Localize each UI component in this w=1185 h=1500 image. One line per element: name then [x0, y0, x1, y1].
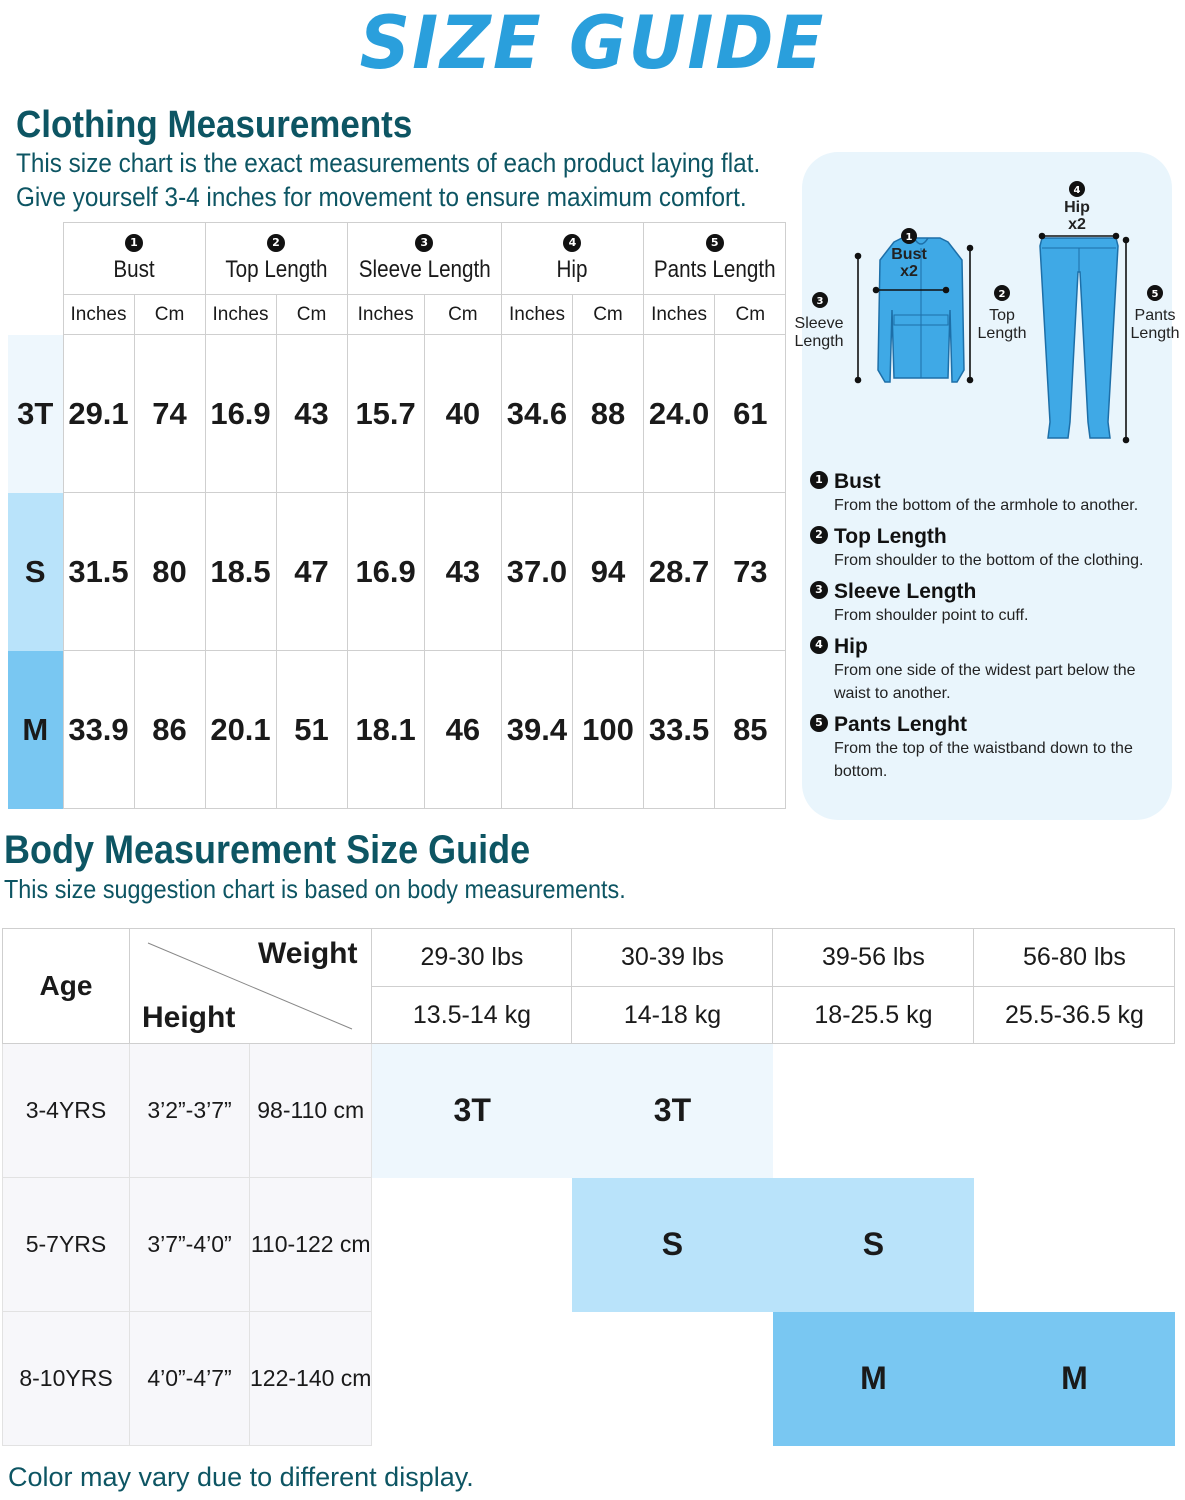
bust-label: Bust [891, 246, 927, 263]
clothing-desc-line1: This size chart is the exact measurements of each product laying flat. [16, 148, 761, 178]
table-row [3, 1178, 1175, 1312]
marker-1: 1 [905, 232, 913, 243]
value-cell: 88 [572, 335, 643, 493]
legend-item-top-length [810, 525, 1170, 572]
value-cell: 15.7 [347, 335, 424, 493]
sleeve-label-1: Sleeve [794, 315, 844, 332]
size-fill-cell: M [773, 1312, 974, 1446]
legend-title: Hip [834, 635, 868, 658]
column-pants-length [643, 223, 785, 295]
value-cell: 16.9 [347, 493, 424, 651]
value-cell: 86 [134, 651, 205, 809]
weight-lbs-cell: 30-39 lbs [572, 929, 773, 987]
column-sleeve-length [347, 223, 501, 295]
legend-desc: From shoulder to the bottom of the clothing. [834, 552, 1144, 569]
number-badge: 3 [415, 234, 433, 252]
weight-kg-cell: 18-25.5 kg [773, 987, 974, 1044]
size-label: S [8, 493, 63, 651]
unit-cm: Cm [424, 295, 501, 335]
value-cell: 40 [424, 335, 501, 493]
value-cell: 39.4 [501, 651, 572, 809]
size-fill-cell [773, 1044, 974, 1178]
legend-item-sleeve-length [810, 580, 1170, 627]
weight-height-header [130, 929, 372, 1044]
value-cell: 34.6 [501, 335, 572, 493]
age-cell: 8-10YRS [3, 1312, 130, 1446]
measurement-legend [810, 470, 1170, 791]
number-badge: 2 [810, 526, 828, 544]
body-desc: This size suggestion chart is based on body measurements. [4, 874, 626, 904]
column-hip [501, 223, 643, 295]
legend-title: Bust [834, 470, 881, 493]
size-fill-cell [974, 1044, 1175, 1178]
column-label: Top Length [224, 255, 328, 283]
number-badge: 1 [810, 471, 828, 489]
sleeve-label-2: Length [794, 333, 844, 350]
legend-desc: From shoulder point to cuff. [834, 607, 1029, 624]
number-badge: 4 [810, 636, 828, 654]
size-fill-cell: S [773, 1178, 974, 1312]
size-fill-cell [974, 1178, 1175, 1312]
value-cell: 28.7 [643, 493, 714, 651]
clothing-unit-row [8, 295, 786, 335]
pants-label-1: Pants [1134, 307, 1176, 324]
number-badge: 4 [563, 234, 581, 252]
unit-inches: Inches [205, 295, 276, 335]
unit-cm: Cm [715, 295, 786, 335]
height-ft-cell: 4’0”-4’7” [130, 1312, 250, 1446]
height-cm-cell: 110-122 cm [250, 1178, 372, 1312]
size-fill-cell: 3T [572, 1044, 773, 1178]
height-label: Height [142, 1001, 236, 1034]
weight-lbs-cell: 56-80 lbs [974, 929, 1175, 987]
column-bust [63, 223, 205, 295]
value-cell: 85 [715, 651, 786, 809]
value-cell: 74 [134, 335, 205, 493]
number-badge: 5 [706, 234, 724, 252]
value-cell: 80 [134, 493, 205, 651]
value-cell: 31.5 [63, 493, 134, 651]
number-badge: 1 [125, 234, 143, 252]
legend-item-pants-length [810, 713, 1170, 783]
unit-inches: Inches [643, 295, 714, 335]
page-title: SIZE GUIDE [359, 0, 826, 87]
marker-5: 5 [1151, 289, 1159, 300]
legend-item-hip [810, 635, 1170, 705]
size-fill-cell: M [974, 1312, 1175, 1446]
clothing-heading: Clothing Measurements [16, 104, 413, 146]
height-cm-cell: 122-140 cm [250, 1312, 372, 1446]
column-top-length [205, 223, 347, 295]
top-label-1: Top [989, 307, 1015, 324]
marker-3: 3 [816, 296, 824, 307]
table-row [8, 335, 786, 493]
marker-2: 2 [998, 289, 1006, 300]
number-badge: 5 [810, 714, 828, 732]
legend-desc: From the bottom of the armhole to another. [834, 497, 1139, 514]
weight-kg-cell: 13.5-14 kg [372, 987, 572, 1044]
bust-mult: x2 [900, 263, 918, 280]
value-cell: 37.0 [501, 493, 572, 651]
table-row [8, 493, 786, 651]
weight-kg-cell: 14-18 kg [572, 987, 773, 1044]
value-cell: 73 [715, 493, 786, 651]
column-label: Sleeve Length [358, 255, 491, 283]
size-label: M [8, 651, 63, 809]
table-row [3, 1044, 1175, 1178]
footer-note: Color may vary due to different display. [8, 1462, 474, 1492]
table-row [8, 651, 786, 809]
legend-desc: From the top of the waistband down to the bottom. [834, 740, 1133, 780]
legend-title: Pants Lenght [834, 713, 968, 736]
unit-cm: Cm [134, 295, 205, 335]
size-fill-cell: 3T [372, 1044, 572, 1178]
value-cell: 24.0 [643, 335, 714, 493]
size-fill-cell: S [572, 1178, 773, 1312]
size-fill-cell [372, 1312, 572, 1446]
value-cell: 33.5 [643, 651, 714, 809]
weight-lbs-cell: 39-56 lbs [773, 929, 974, 987]
column-label: Hip [556, 255, 588, 283]
hip-label: Hip [1064, 199, 1090, 216]
marker-4: 4 [1073, 185, 1081, 196]
value-cell: 18.5 [205, 493, 276, 651]
legend-title: Sleeve Length [834, 580, 977, 603]
height-ft-cell: 3’7”-4’0” [130, 1178, 250, 1312]
value-cell: 43 [276, 335, 347, 493]
height-ft-cell: 3’2”-3’7” [130, 1044, 250, 1178]
clothing-desc-line2: Give yourself 3-4 inches for movement to ensure maximum comfort. [16, 182, 747, 212]
value-cell: 29.1 [63, 335, 134, 493]
value-cell: 20.1 [205, 651, 276, 809]
size-fill-cell [572, 1312, 773, 1446]
value-cell: 51 [276, 651, 347, 809]
value-cell: 43 [424, 493, 501, 651]
age-cell: 5-7YRS [3, 1178, 130, 1312]
legend-title: Top Length [834, 525, 947, 548]
body-size-table [2, 928, 1175, 1446]
value-cell: 61 [715, 335, 786, 493]
diagram-labels [795, 199, 1180, 350]
body-heading: Body Measurement Size Guide [4, 828, 531, 872]
clothing-table [8, 222, 786, 809]
value-cell: 94 [572, 493, 643, 651]
weight-lbs-cell: 29-30 lbs [372, 929, 572, 987]
pants-illustration [1040, 238, 1118, 438]
size-label: 3T [8, 335, 63, 493]
unit-inches: Inches [63, 295, 134, 335]
weight-kg-cell: 25.5-36.5 kg [974, 987, 1175, 1044]
measurement-diagram-panel [794, 152, 1180, 820]
weight-lbs-row [3, 929, 1175, 987]
size-fill-cell [372, 1178, 572, 1312]
value-cell: 47 [276, 493, 347, 651]
legend-item-bust [810, 470, 1170, 517]
top-label-2: Length [977, 325, 1027, 342]
legend-desc: From one side of the widest part below the waist to another. [834, 662, 1136, 702]
number-badge: 3 [810, 581, 828, 599]
age-cell: 3-4YRS [3, 1044, 130, 1178]
value-cell: 46 [424, 651, 501, 809]
unit-cm: Cm [276, 295, 347, 335]
column-label: Bust [113, 255, 155, 283]
value-cell: 18.1 [347, 651, 424, 809]
column-label: Pants Length [653, 255, 776, 283]
pants-label-2: Length [1130, 325, 1180, 342]
clothing-header-row [8, 223, 786, 295]
value-cell: 100 [572, 651, 643, 809]
garment-diagram [794, 152, 1180, 462]
table-row [3, 1312, 1175, 1446]
height-cm-cell: 98-110 cm [250, 1044, 372, 1178]
age-header: Age [3, 929, 130, 1044]
unit-inches: Inches [501, 295, 572, 335]
weight-label: Weight [258, 937, 358, 970]
value-cell: 33.9 [63, 651, 134, 809]
hip-mult: x2 [1068, 216, 1086, 233]
value-cell: 16.9 [205, 335, 276, 493]
number-badge: 2 [267, 234, 285, 252]
unit-cm: Cm [572, 295, 643, 335]
unit-inches: Inches [347, 295, 424, 335]
